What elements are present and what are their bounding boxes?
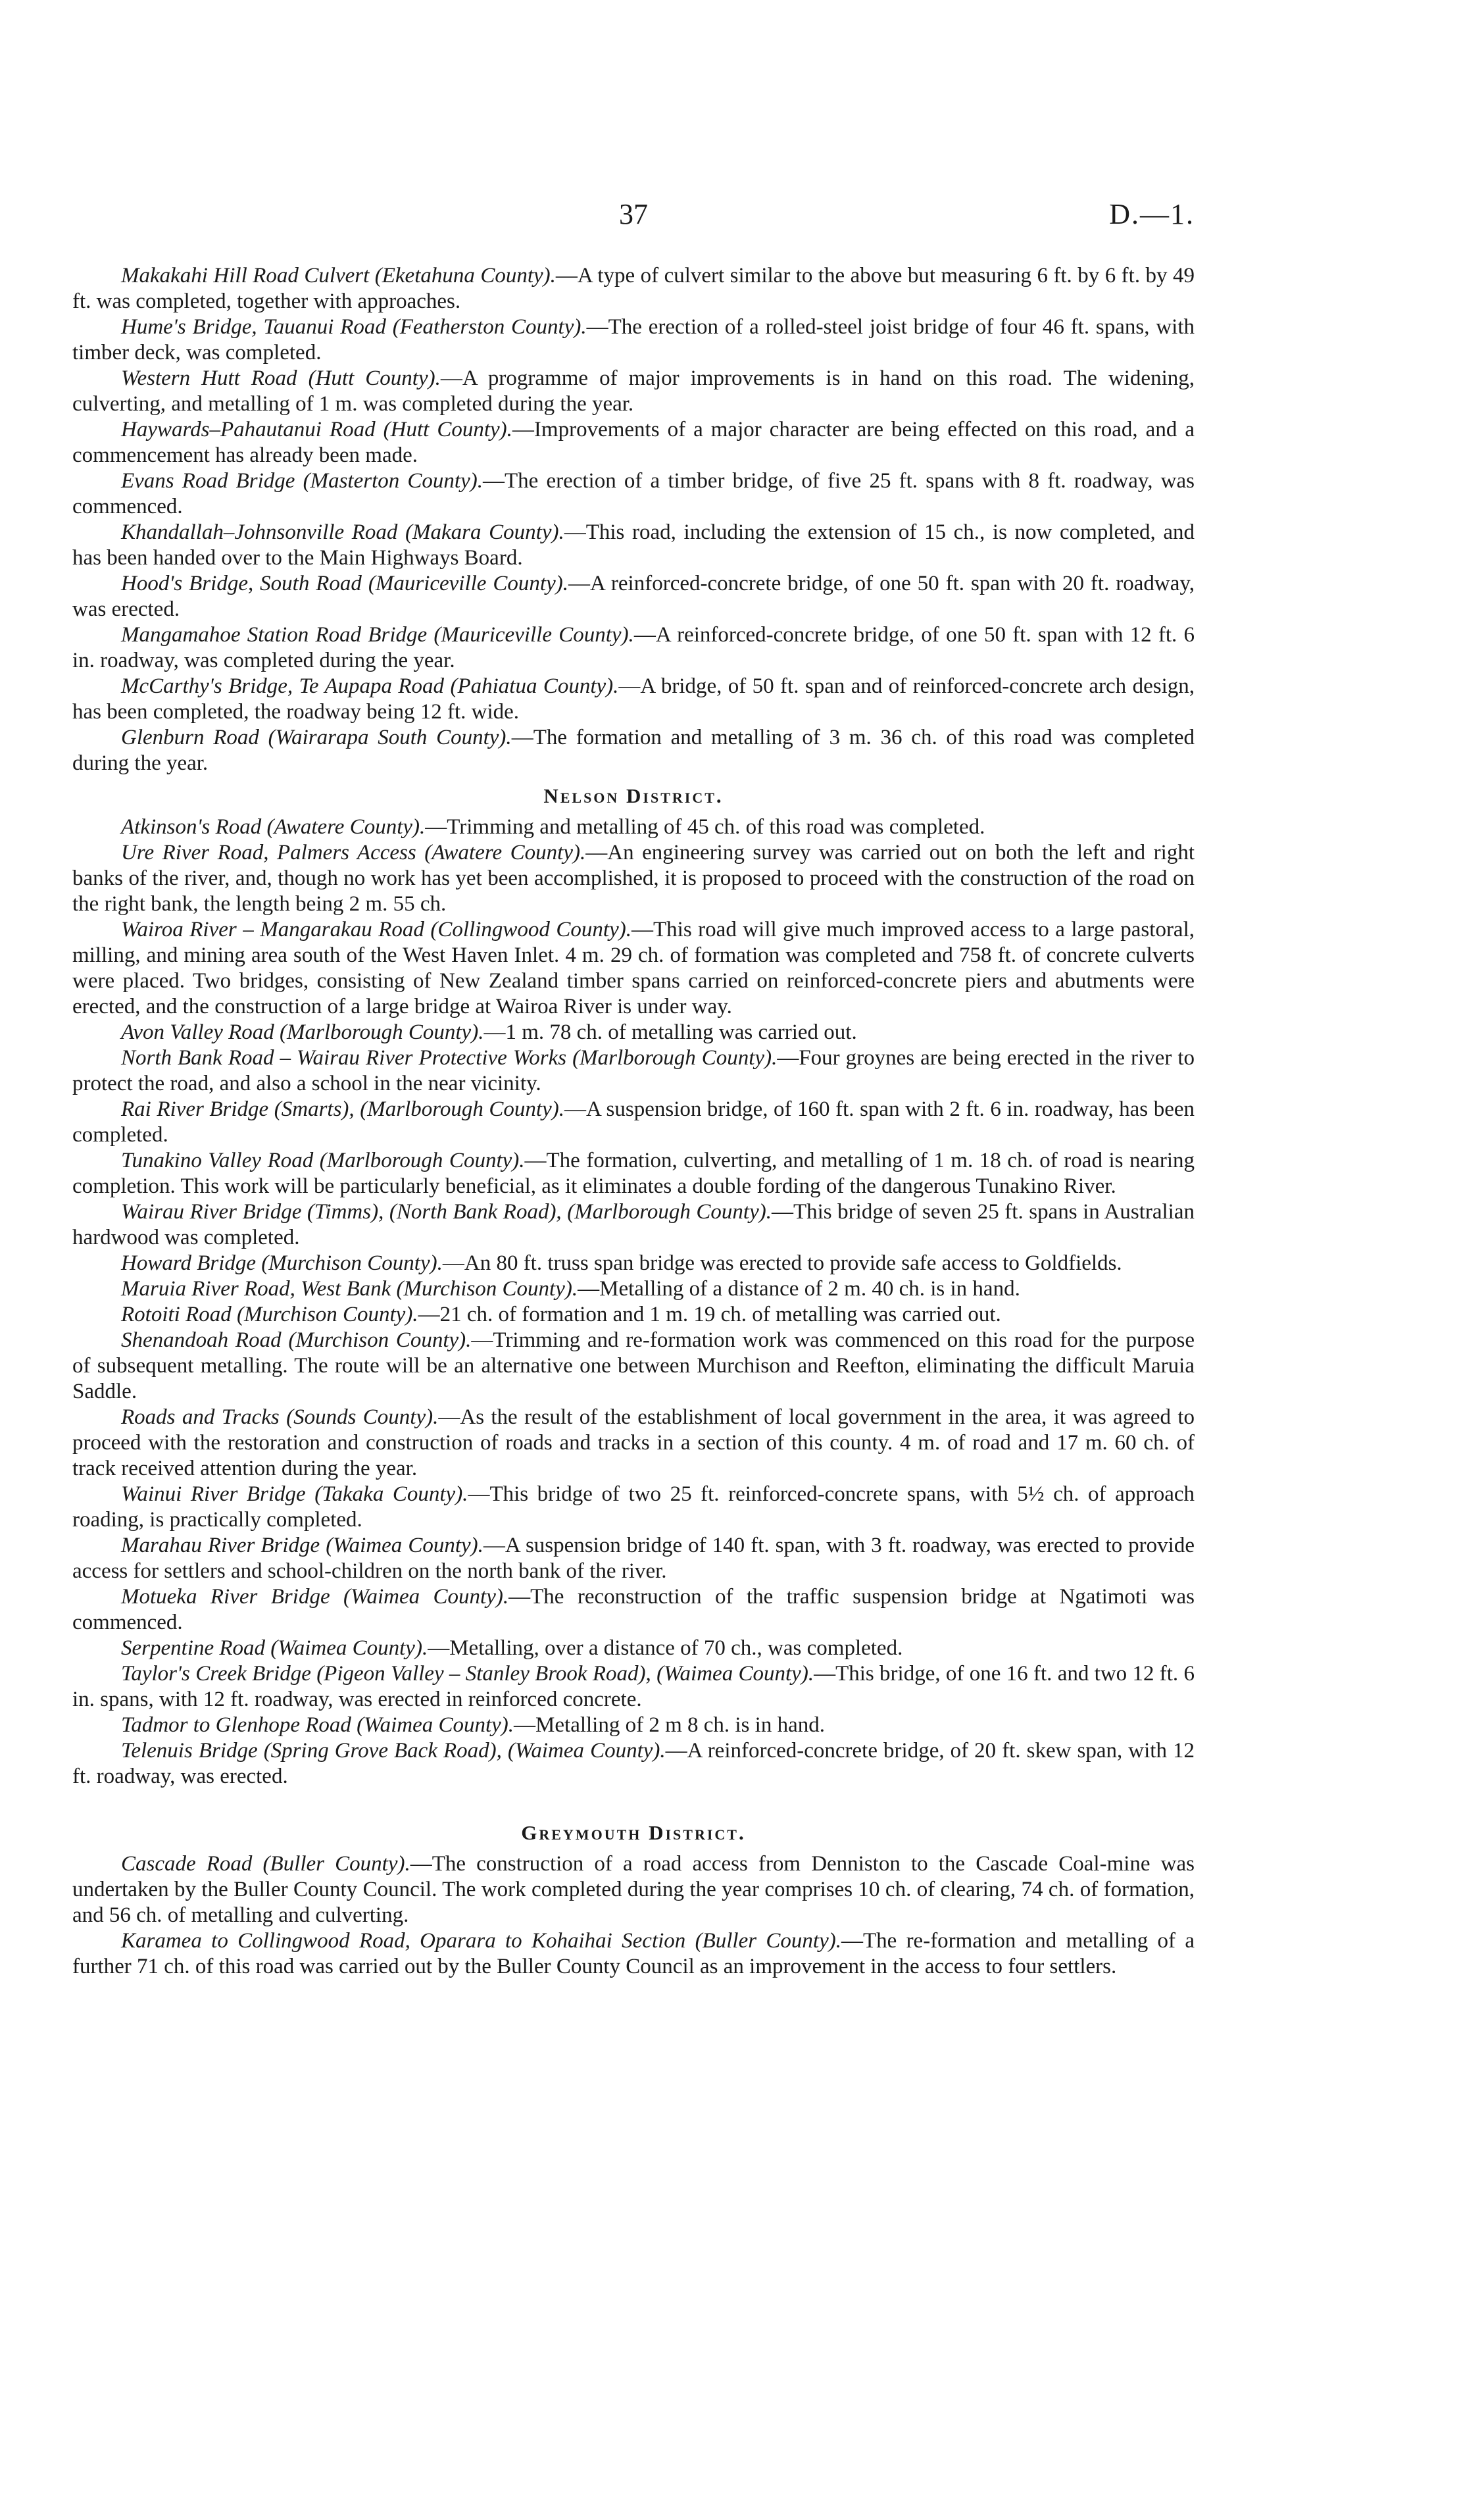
works-entry: [72, 520, 1195, 571]
page-header: [72, 197, 1195, 237]
entry-text: —As the result of the establishment of local government in the area, it was agreed to proceed with the restoration and construction of roads and tracks in a section of this county. 4 m. of road and 17 m. 60 ch. of track received attention during the year.: [72, 1405, 1195, 1480]
entry-title: Marahau River Bridge (Waimea County).: [121, 1534, 483, 1557]
works-entry: [72, 1302, 1195, 1328]
entry-title: Wairoa River – Mangarakau Road (Collingwood County).: [121, 918, 631, 941]
entry-title: Karamea to Collingwood Road, Oparara to Kohaihai Section (Buller County).: [121, 1929, 841, 1953]
works-entry: [72, 263, 1195, 314]
entry-text: —An engineering survey was carried out on both the left and right banks of the river, and, though no work has yet been accomplished, it is proposed to proceed with the construction of the road on the right bank, the length being 2 m. 55 ch.: [72, 841, 1195, 916]
entry-text: —A programme of major improvements is in hand on this road. The widening, culverting, and metalling of 1 m. was completed during the year.: [72, 366, 1195, 416]
entry-text: —This bridge of two 25 ft. reinforced-concrete spans, with 5½ ch. of approach roading, is practically completed.: [72, 1482, 1195, 1532]
works-entry: [72, 1199, 1195, 1251]
entry-title: Roads and Tracks (Sounds County).: [121, 1405, 439, 1429]
entry-text: —A reinforced-concrete bridge, of one 50 ft. span with 12 ft. 6 in. roadway, was completed during the year.: [72, 623, 1195, 672]
entry-title: Tadmor to Glenhope Road (Waimea County).: [121, 1713, 514, 1737]
works-entry: [72, 622, 1195, 674]
works-entry: [72, 1482, 1195, 1533]
entry-title: Shenandoah Road (Murchison County).: [121, 1328, 472, 1352]
entry-title: Taylor's Creek Bridge (Pigeon Valley – Stanley Brook Road), (Waimea County).: [121, 1662, 814, 1686]
entry-text: —21 ch. of formation and 1 m. 19 ch. of metalling was carried out.: [418, 1303, 1001, 1326]
entry-title: Serpentine Road (Waimea County).: [121, 1636, 428, 1660]
entry-text: —This road, including the extension of 15 ch., is now completed, and has been handed over to the Main Highways Board.: [72, 520, 1195, 570]
entry-text: —Trimming and metalling of 45 ch. of this road was completed.: [425, 815, 985, 839]
entry-title: Khandallah–Johnsonville Road (Makara County).: [121, 520, 564, 544]
entry-title: Wairau River Bridge (Timms), (North Bank Road), (Marlborough County).: [121, 1200, 772, 1224]
entry-text: —An 80 ft. truss span bridge was erected to provide safe access to Goldfields.: [442, 1251, 1122, 1275]
document-body: [72, 263, 1195, 1980]
entry-title: Haywards–Pahautanui Road (Hutt County).: [121, 418, 512, 441]
works-entry: [72, 1045, 1195, 1097]
entry-title: North Bank Road – Wairau River Protective Works (Marlborough County).: [121, 1046, 778, 1070]
entry-text: —Improvements of a major character are being effected on this road, and a commencement has already been made.: [72, 418, 1195, 467]
works-entry: [72, 1713, 1195, 1738]
entry-text: —The formation and metalling of 3 m. 36 ch. of this road was completed during the year.: [72, 726, 1195, 775]
entry-title: Telenuis Bridge (Spring Grove Back Road), (Waimea County).: [121, 1739, 666, 1763]
entry-text: —This road will give much improved access to a large pastoral, milling, and mining area south of the West Haven Inlet. 4 m. 29 ch. of formation was completed and 758 ft. of concrete culverts were placed. Two bridges, consisting of New Zealand timber spans carried on reinforced-concrete piers and abutments were erected, and the construction of a large bridge at Wairoa River is under way.: [72, 918, 1195, 1018]
entry-title: Cascade Road (Buller County).: [121, 1852, 410, 1876]
district-heading: Greymouth District.: [521, 1821, 746, 1844]
works-entry: [72, 1661, 1195, 1713]
works-entry: [72, 1851, 1195, 1928]
entry-title: Howard Bridge (Murchison County).: [121, 1251, 443, 1275]
works-entry: [72, 840, 1195, 917]
works-entry: [72, 674, 1195, 725]
district-section: [72, 263, 1195, 776]
entry-text: —A suspension bridge of 140 ft. span, with 3 ft. roadway, was erected to provide access for settlers and school-children on the north bank of the river.: [72, 1534, 1195, 1583]
works-entry: [72, 1276, 1195, 1302]
entry-text: —The reconstruction of the traffic suspension bridge at Ngatimoti was commenced.: [72, 1585, 1195, 1634]
entry-title: Glenburn Road (Wairarapa South County).: [121, 726, 512, 749]
district-heading: Nelson District.: [543, 784, 724, 807]
district-section: [72, 783, 1195, 1790]
entry-text: —Metalling, over a distance of 70 ch., was completed.: [428, 1636, 903, 1660]
entry-title: McCarthy's Bridge, Te Aupapa Road (Pahiatua County).: [121, 674, 619, 698]
entry-title: Ure River Road, Palmers Access (Awatere County).: [121, 841, 586, 865]
entry-text: —Metalling of a distance of 2 m. 40 ch. is in hand.: [578, 1277, 1020, 1301]
works-entry: [72, 814, 1195, 840]
works-entry: [72, 417, 1195, 468]
entry-text: —The formation, culverting, and metalling of 1 m. 18 ch. of road is nearing completion. This work will be particularly beneficial, as it eliminates a double fording of the dangerous Tunakino River.: [72, 1149, 1195, 1198]
entry-text: —The erection of a rolled-steel joist bridge of four 46 ft. spans, with timber deck, was completed.: [72, 315, 1195, 364]
entry-title: Motueka River Bridge (Waimea County).: [121, 1585, 509, 1609]
works-entry: [72, 1148, 1195, 1199]
works-entry: [72, 1636, 1195, 1661]
entry-text: —A bridge, of 50 ft. span and of reinforced-concrete arch design, has been completed, the roadway being 12 ft. wide.: [72, 674, 1195, 724]
entry-text: —This bridge of seven 25 ft. spans in Australian hardwood was completed.: [72, 1200, 1195, 1249]
entry-text: —The erection of a timber bridge, of five 25 ft. spans with 8 ft. roadway, was commenced.: [72, 469, 1195, 518]
entry-text: —This bridge, of one 16 ft. and two 12 ft. 6 in. spans, with 12 ft. roadway, was erected in reinforced concrete.: [72, 1662, 1195, 1711]
works-entry: [72, 1584, 1195, 1636]
works-entry: [72, 1928, 1195, 1980]
entry-title: Evans Road Bridge (Masterton County).: [121, 469, 483, 493]
entry-title: Avon Valley Road (Marlborough County).: [121, 1020, 484, 1044]
entry-title: Makakahi Hill Road Culvert (Eketahuna County).: [121, 264, 556, 288]
entry-text: —A suspension bridge, of 160 ft. span with 2 ft. 6 in. roadway, has been completed.: [72, 1097, 1195, 1147]
entry-title: Wainui River Bridge (Takaka County).: [121, 1482, 468, 1506]
entry-text: —1 m. 78 ch. of metalling was carried out.: [483, 1020, 857, 1044]
entry-text: —Four groynes are being erected in the river to protect the road, and also a school in the near vicinity.: [72, 1046, 1195, 1095]
works-entry: [72, 1020, 1195, 1045]
works-entry: [72, 1328, 1195, 1405]
entry-text: —Metalling of 2 m 8 ch. is in hand.: [514, 1713, 825, 1737]
entry-title: Rai River Bridge (Smarts), (Marlborough County).: [121, 1097, 564, 1121]
entry-text: —A reinforced-concrete bridge, of one 50 ft. span with 20 ft. roadway, was erected.: [72, 572, 1195, 621]
entry-title: Tunakino Valley Road (Marlborough County).: [121, 1149, 525, 1172]
works-entry: [72, 571, 1195, 622]
entry-title: Atkinson's Road (Awatere County).: [121, 815, 426, 839]
entry-title: Hood's Bridge, South Road (Mauriceville County).: [121, 572, 568, 595]
entry-text: —A reinforced-concrete bridge, of 20 ft. skew span, with 12 ft. roadway, was erected.: [72, 1739, 1195, 1788]
page-number: 37: [619, 198, 648, 230]
entry-title: Mangamahoe Station Road Bridge (Mauriceville County).: [121, 623, 634, 647]
works-entry: [72, 1738, 1195, 1790]
entry-text: —Trimming and re-formation work was commenced on this road for the purpose of subsequent metalling. The route will be an alternative one between Murchison and Reefton, eliminating the difficult Maruia Saddle.: [72, 1328, 1195, 1403]
works-entry: [72, 1533, 1195, 1584]
works-entry: [72, 366, 1195, 417]
entry-text: —The construction of a road access from Denniston to the Cascade Coal-mine was undertaken by the Buller County Council. The work completed during the year comprises 10 ch. of clearing, 74 ch. of formation, and 56 ch. of metalling and culverting.: [72, 1852, 1195, 1927]
entry-title: Rotoiti Road (Murchison County).: [121, 1303, 418, 1326]
works-entry: [72, 725, 1195, 776]
entry-text: —A type of culvert similar to the above but measuring 6 ft. by 6 ft. by 49 ft. was completed, together with approaches.: [72, 264, 1195, 313]
document-code: D.—1.: [1109, 198, 1195, 230]
works-entry: [72, 1405, 1195, 1482]
works-entry: [72, 468, 1195, 520]
works-entry: [72, 1097, 1195, 1148]
works-entry: [72, 314, 1195, 366]
works-entry: [72, 917, 1195, 1020]
entry-title: Western Hutt Road (Hutt County).: [121, 366, 441, 390]
entry-title: Hume's Bridge, Tauanui Road (Featherston County).: [121, 315, 587, 339]
works-entry: [72, 1251, 1195, 1276]
entry-text: —The re-formation and metalling of a further 71 ch. of this road was carried out by the Buller County Council as an improvement in the access to four settlers.: [72, 1929, 1195, 1978]
district-section: [72, 1820, 1195, 1980]
entry-title: Maruia River Road, West Bank (Murchison County).: [121, 1277, 578, 1301]
